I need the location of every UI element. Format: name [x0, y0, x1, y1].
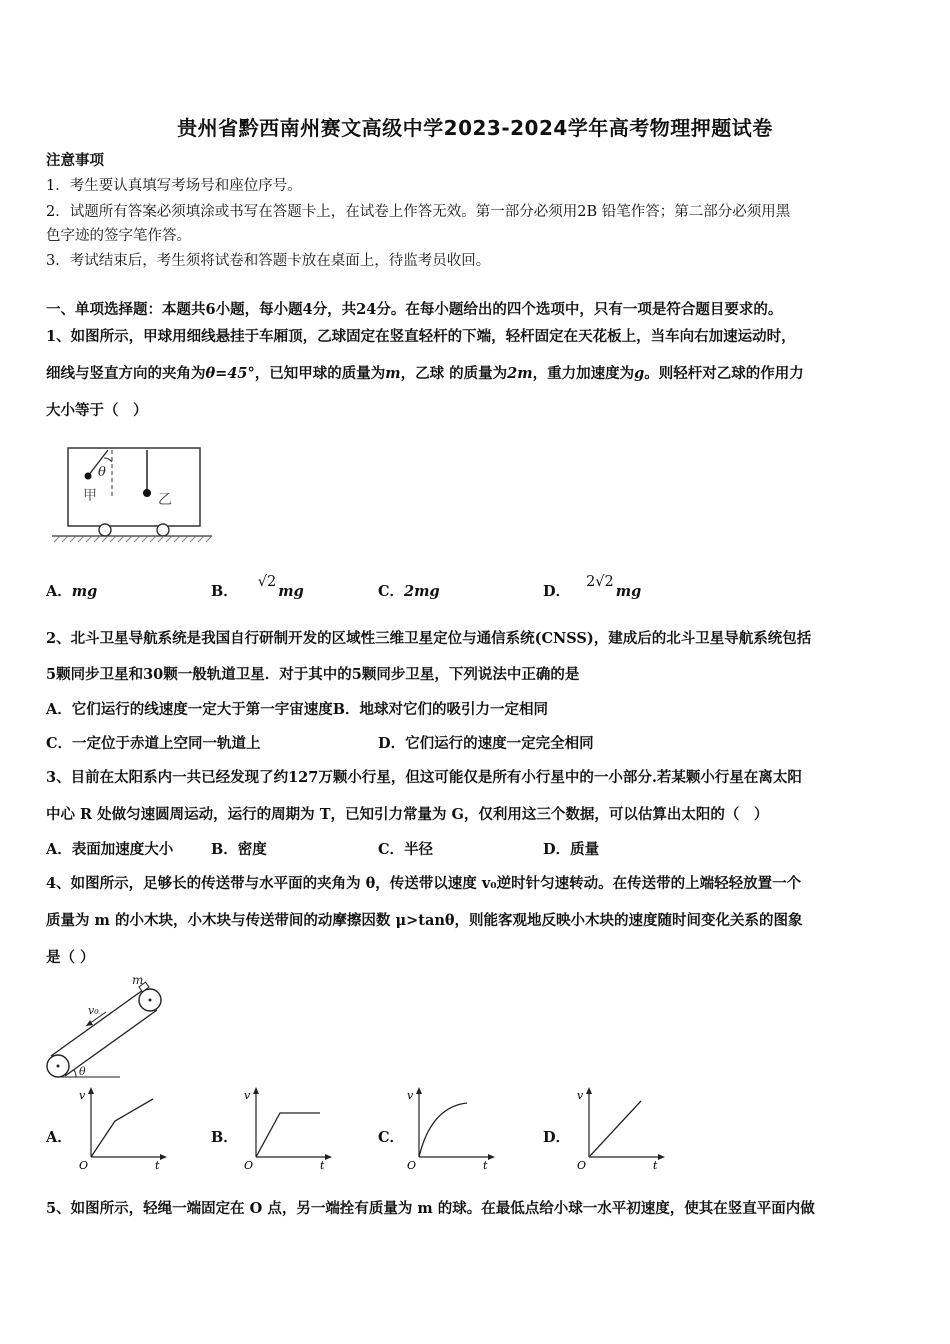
q1-yi-label: 乙 [158, 492, 172, 508]
q2-option-ab: A．它们运行的线速度一定大于第一宇宙速度B．地球对它们的吸引力一定相同 [46, 701, 549, 718]
q4-option-c-label: C． [378, 1129, 405, 1146]
q4-option-d-label: D． [543, 1129, 571, 1146]
q1-jia-label: 甲 [83, 488, 97, 504]
notice-item-1: 1．考生要认真填写考场号和座位序号。 [46, 178, 302, 194]
q1-line-1: 1、如图所示，甲球用细线悬挂于车厢顶，乙球固定在竖直轻杆的下端，轻杆固定在天花板上，当车向右加速运动时， [46, 328, 796, 345]
q1-line-3: 大小等于（ ） [46, 402, 148, 419]
q3-line-1: 3、目前在太阳系内一共已经发现了约127万颗小行星，但这可能仅是所有小行星中的一小部分.若某颗小行星在离太阳 [46, 769, 802, 786]
page-title: 贵州省黔西南州赛文高级中学2023-2024学年高考物理押题试卷 [177, 116, 773, 140]
q1-option-d: D．2√2mg [543, 574, 642, 600]
q4-graph-d-v: v [577, 1089, 584, 1102]
q1-theta-label: θ [98, 465, 106, 480]
q2-line-1: 2、北斗卫星导航系统是我国自行研制开发的区域性三维卫星定位与通信系统(CNSS)，建成后的北斗卫星导航系统包括 [46, 630, 812, 647]
q4-theta-label: θ [79, 1065, 86, 1078]
q3-option-a: A．表面加速度大小 [46, 841, 174, 858]
q4-v0-label: v₀ [88, 1004, 99, 1017]
q4-graph-c-t: t [483, 1159, 488, 1172]
q4-graph-c-o: O [407, 1159, 417, 1172]
notice-item-2: 2．试题所有答案必须填涂或书写在答题卡上，在试卷上作答无效。第一部分必须用2B 铅笔作答；第二部分必须用黑 [46, 204, 791, 220]
q1-option-c: C．2mg [378, 583, 440, 600]
q3-line-2: 中心 R 处做匀速圆周运动，运行的周期为 T，已知引力常量为 G，仅利用这三个数据，可以估算出太阳的（ ） [46, 806, 769, 823]
q1-option-b: B．√2mg [211, 574, 304, 600]
q4-graph-d [573, 1085, 668, 1170]
q2-option-c: C．一定位于赤道上空同一轨道上 [46, 735, 261, 752]
q2-line-2: 5颗同步卫星和30颗一般轨道卫星．对于其中的5颗同步卫星，下列说法中正确的是 [46, 666, 580, 683]
q4-graph-a-o: O [79, 1159, 89, 1172]
section-heading: 一、单项选择题：本题共6小题，每小题4分，共24分。在每小题给出的四个选项中，只有一项是符合题目要求的。 [46, 301, 783, 318]
q4-graph-c-v: v [407, 1089, 414, 1102]
q4-line-2: 质量为 m 的小木块，小木块与传送带间的动摩擦因数 μ>tanθ，则能客观地反映小木块的速度随时间变化关系的图象 [46, 912, 803, 929]
q4-conveyor-figure [40, 972, 180, 1087]
q2-option-d: D．它们运行的速度一定完全相同 [378, 735, 594, 752]
q4-graph-b-t: t [320, 1159, 325, 1172]
q1-option-a: A．mg [46, 583, 98, 600]
q4-graph-d-o: O [577, 1159, 587, 1172]
q4-graph-b [240, 1085, 335, 1170]
q4-graph-b-v: v [244, 1089, 251, 1102]
notice-heading: 注意事项 [46, 152, 104, 169]
q4-graph-c [403, 1085, 498, 1170]
q4-option-a-label: A． [46, 1129, 72, 1146]
q4-graph-a-t: t [155, 1159, 160, 1172]
q1-line-2: 细线与竖直方向的夹角为θ=45°，已知甲球的质量为m，乙球 的质量为2m，重力加速度为g。则轻杆对乙球的作用力 [46, 365, 804, 382]
q4-graph-b-o: O [244, 1159, 254, 1172]
q3-option-b: B．密度 [211, 841, 267, 858]
q3-option-c: C．半径 [378, 841, 434, 858]
q4-graph-d-t: t [653, 1159, 658, 1172]
q1-cart-figure [50, 440, 220, 550]
q4-line-1: 4、如图所示，足够长的传送带与水平面的夹角为 θ，传送带以速度 v₀逆时针匀速转动。在传送带的上端轻轻放置一个 [46, 875, 802, 892]
notice-item-3: 3．考试结束后，考生须将试卷和答题卡放在桌面上，待监考员收回。 [46, 253, 491, 269]
q4-graph-a-v: v [79, 1089, 86, 1102]
q5-line-1: 5、如图所示，轻绳一端固定在 O 点，另一端拴有质量为 m 的球。在最低点给小球一水平初速度，使其在竖直平面内做 [46, 1200, 815, 1217]
q3-option-d: D．质量 [543, 841, 600, 858]
q4-m-label: m [132, 973, 144, 987]
q4-option-b-label: B． [211, 1129, 238, 1146]
notice-item-2-cont: 色字迹的签字笔作答。 [46, 228, 191, 244]
q4-line-3: 是（ ） [46, 949, 95, 966]
q4-graph-a [75, 1085, 170, 1170]
